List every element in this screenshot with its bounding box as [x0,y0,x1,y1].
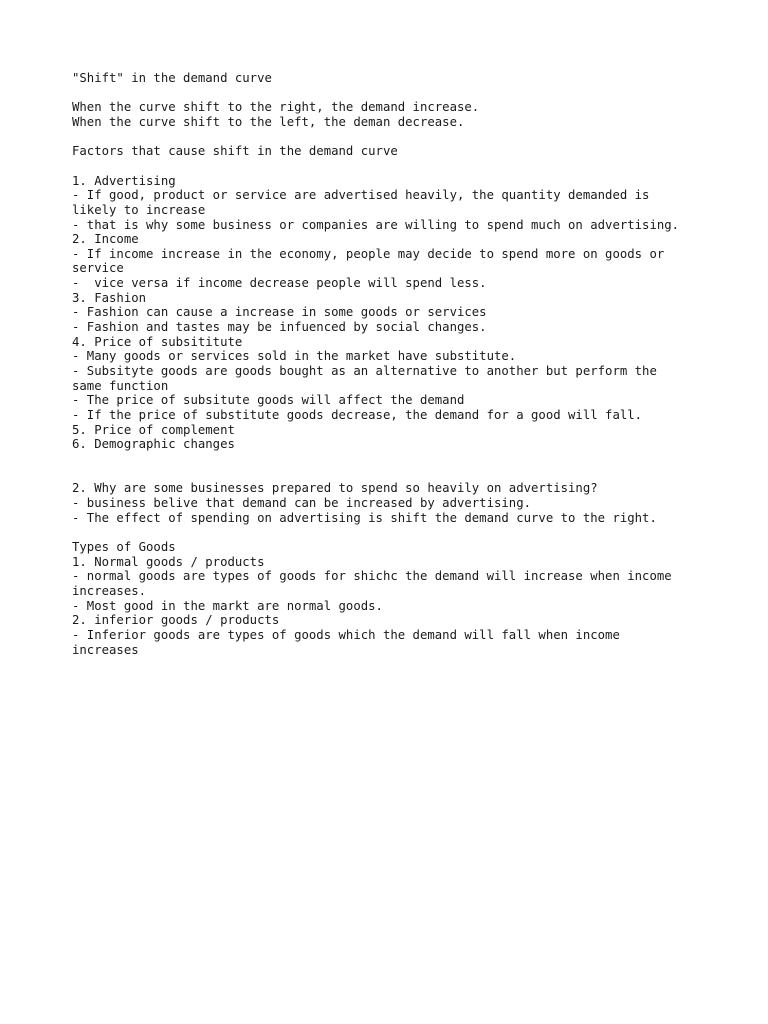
text-line: - Fashion can cause a increase in some goods or services [72,305,487,320]
text-line: When the curve shift to the right, the demand increase. [72,100,480,115]
text-line: - Subsityte goods are goods bought as an alternative to another but perform the [72,364,657,379]
text-line: - If good, product or service are advertised heavily, the quantity demanded is [72,188,650,203]
text-line: - vice versa if income decrease people will spend less. [72,276,487,291]
blank-line [72,86,712,101]
list-item-heading: 5. Price of complement [72,422,235,437]
text-line: - If income increase in the economy, people may decide to spend more on goods or [72,246,665,261]
text-line: - that is why some business or companies are willing to spend much on advertising. [72,217,680,232]
text-line: When the curve shift to the left, the deman decrease. [72,114,465,129]
blank-line [72,159,712,174]
text-line: service [72,261,124,276]
text-line: - The effect of spending on advertising is shift the demand curve to the right. [72,510,657,525]
text-line: - The price of subsitute goods will affect the demand [72,393,465,408]
document-body [72,71,712,657]
text-line: likely to increase [72,202,206,217]
list-item-heading: 2. inferior goods / products [72,613,280,628]
blank-line [72,130,712,145]
document-title: "Shift" in the demand curve [72,71,272,85]
list-item-heading: 1. Normal goods / products [72,554,265,569]
list-item-heading: 1. Advertising [72,173,176,188]
text-line: - If the price of substitute goods decrease, the demand for a good will fall. [72,408,643,423]
list-item-heading: 2. Income [72,232,139,247]
question-heading: 2. Why are some businesses prepared to spend so heavily on advertising? [72,481,598,496]
text-line: - business belive that demand can be increased by advertising. [72,495,532,510]
blank-line [72,452,712,467]
list-item-heading: 4. Price of subsititute [72,334,243,349]
blank-line [72,467,712,482]
text-line: increases [72,642,139,657]
section-heading: Types of Goods [72,539,176,554]
text-line: - Most good in the markt are normal goods. [72,598,383,613]
text-line: increases. [72,583,147,598]
text-line: - normal goods are types of goods for shichc the demand will increase when income [72,569,672,584]
text-line: - Inferior goods are types of goods which the demand will fall when income [72,627,620,642]
blank-line [72,525,712,540]
list-item-heading: 6. Demographic changes [72,437,235,452]
text-line: same function [72,378,169,393]
list-item-heading: 3. Fashion [72,290,147,305]
text-line: - Many goods or services sold in the market have substitute. [72,349,517,364]
section-heading: Factors that cause shift in the demand curve [72,144,398,159]
text-line: - Fashion and tastes may be infuenced by social changes. [72,320,487,335]
